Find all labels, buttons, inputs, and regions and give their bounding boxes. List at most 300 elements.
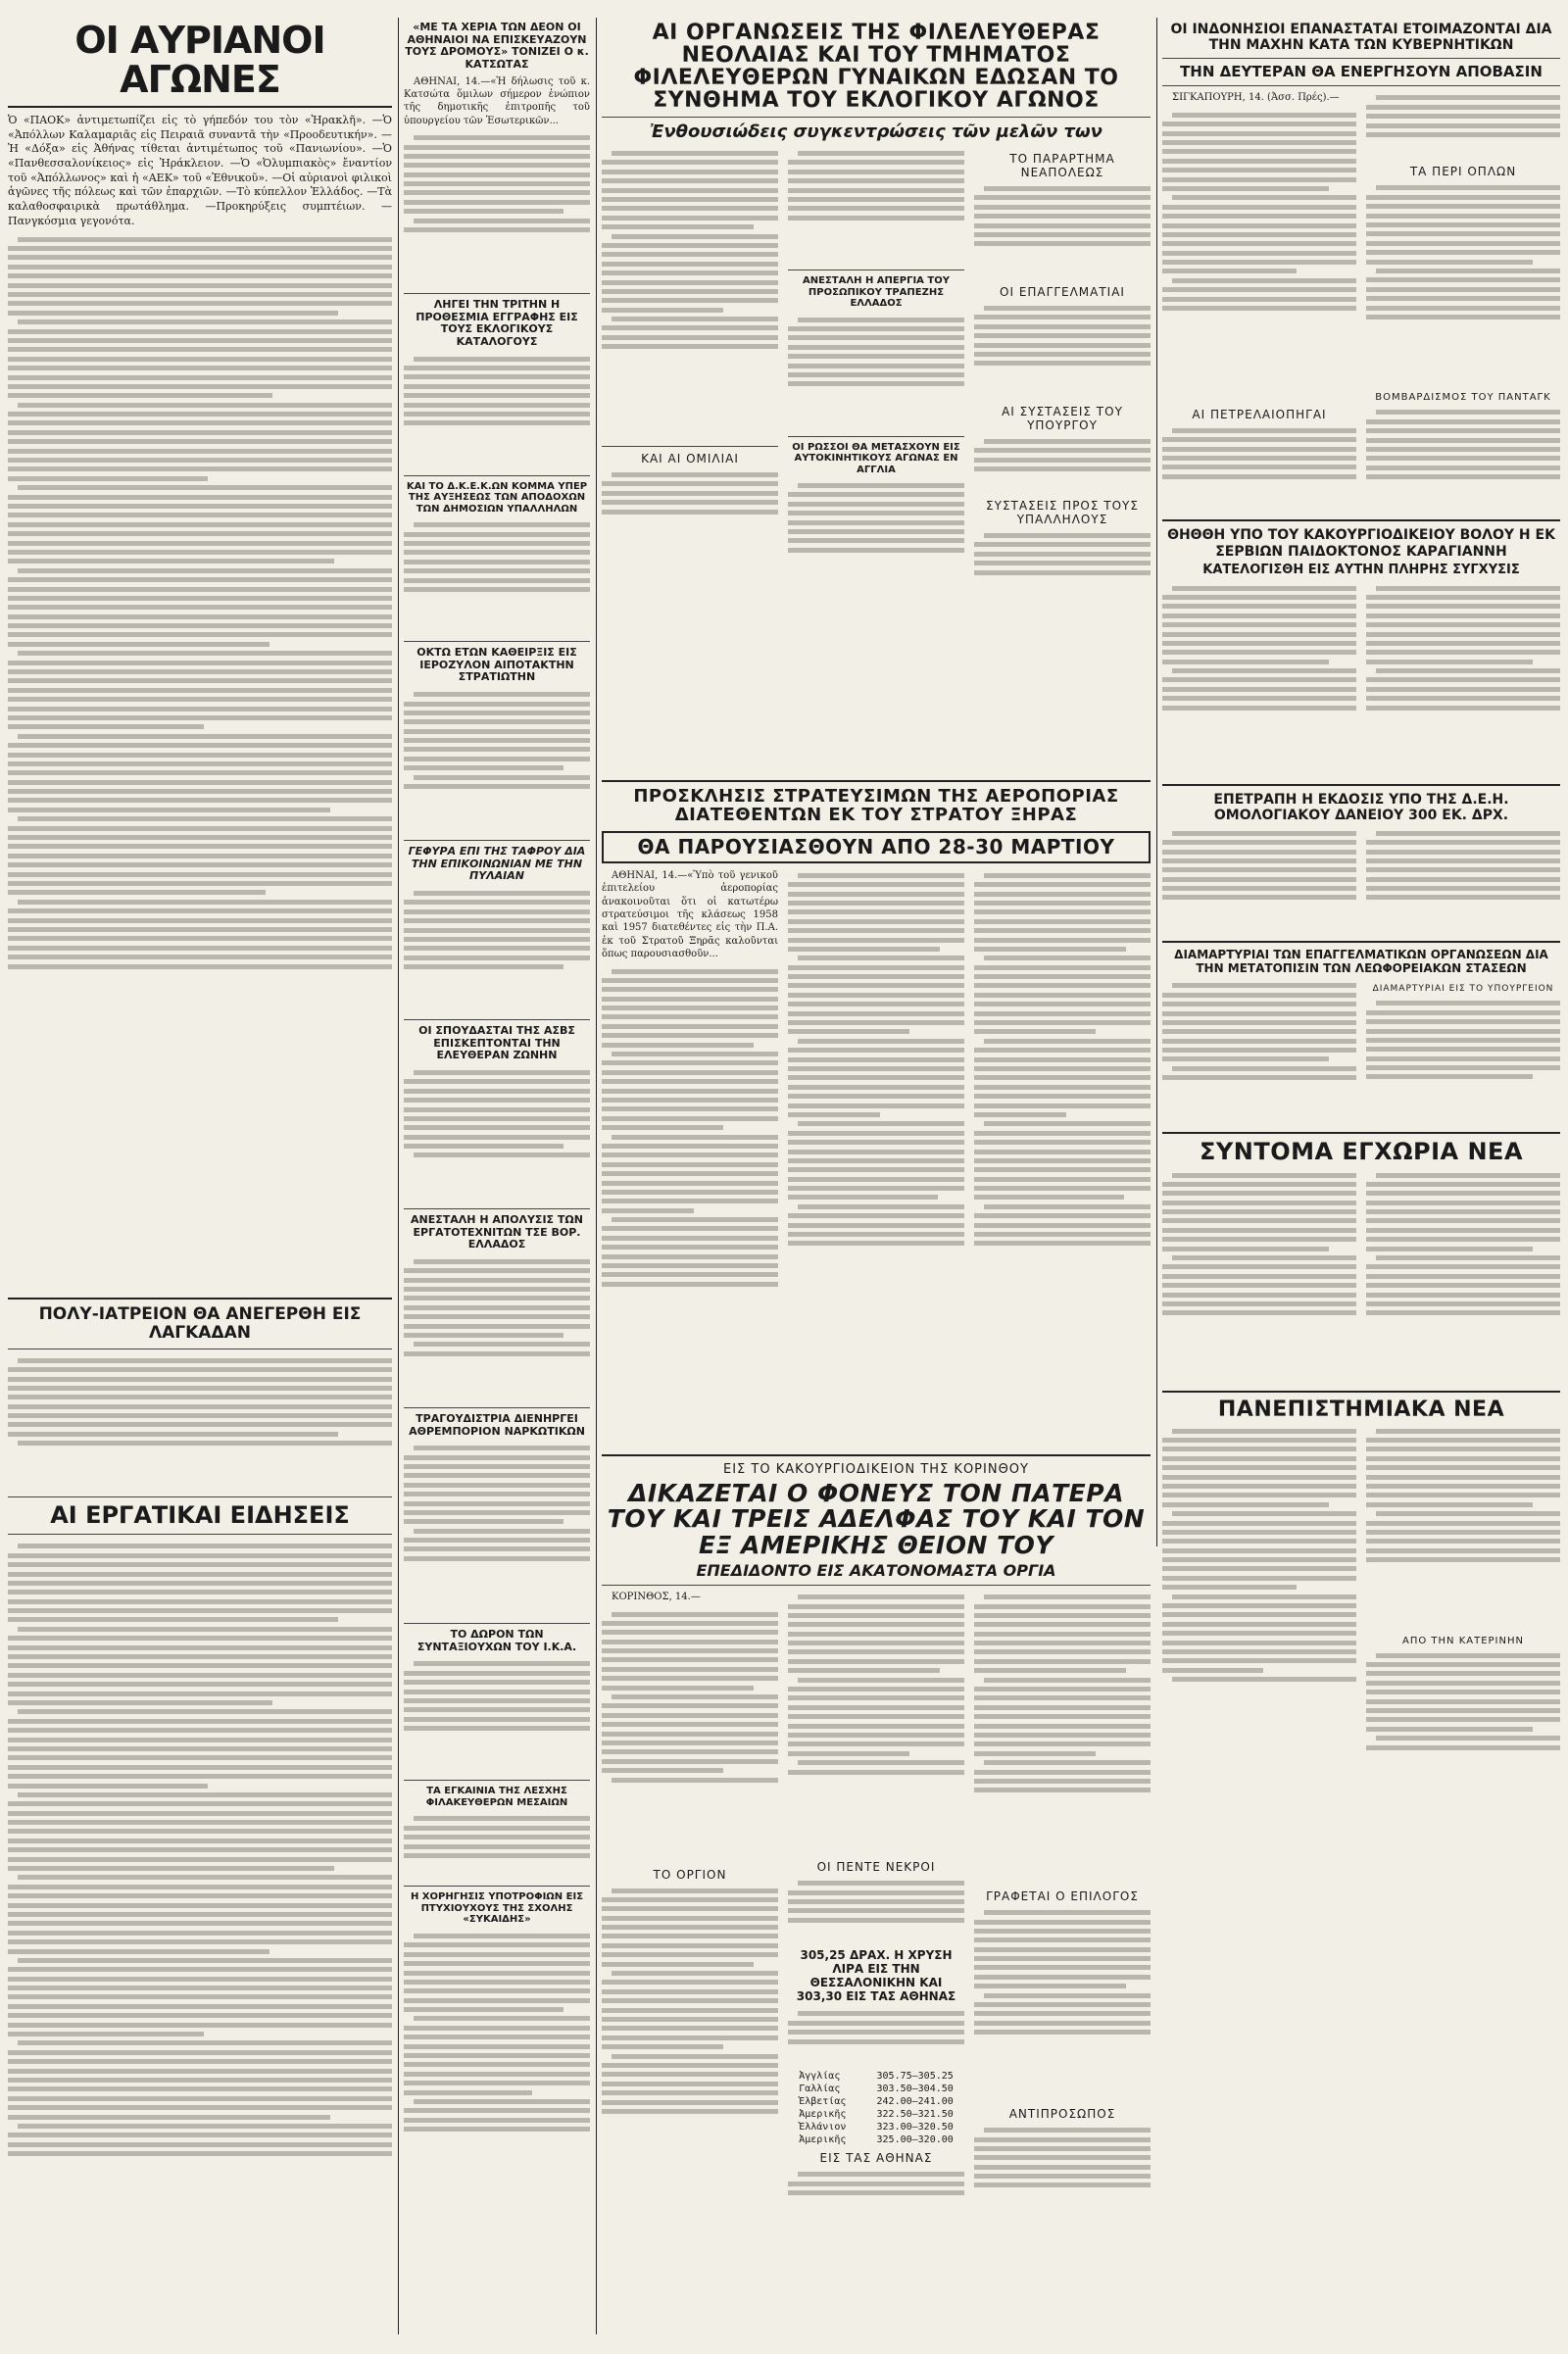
- text-line: [984, 873, 1151, 878]
- article-body: [404, 688, 590, 835]
- text-line: [1366, 1047, 1560, 1052]
- article-body: [974, 1906, 1151, 2102]
- text-line: [8, 393, 272, 398]
- text-line: [1162, 1201, 1356, 1205]
- text-line: [602, 1676, 778, 1681]
- banner-aeroporia: ΠΡΟΣΚΛΗΣΙΣ ΣΤΡΑΤΕΥΣΙΜΩΝ ΤΗΣ ΑΕΡΟΠΟΡΙΑΣ ΔΙΑΤΕΘΕΝΤΩΝ ΕΚ ΤΟΥ ΣΤΡΑΤΟΥ ΞΗΡΑΣ: [633, 786, 1119, 825]
- text-line: [798, 151, 964, 156]
- text-line: [8, 881, 392, 886]
- text-line: [974, 909, 1151, 914]
- text-line: [974, 1788, 1151, 1792]
- article-body: [1366, 91, 1560, 160]
- text-line: [8, 1839, 392, 1843]
- text-line: [8, 439, 392, 444]
- text-line: [8, 246, 392, 251]
- text-line: [602, 1079, 778, 1084]
- text-line: [984, 1204, 1151, 1209]
- text-line: [1366, 1681, 1560, 1686]
- text-line: [8, 449, 392, 454]
- text-line: [404, 2081, 590, 2085]
- text-line: [404, 2053, 590, 2058]
- text-line: [788, 1659, 964, 1664]
- text-line: [1162, 1056, 1329, 1061]
- text-line: [1366, 1548, 1560, 1553]
- text-line: [974, 1779, 1151, 1784]
- text-line: [8, 724, 204, 729]
- text-line: [8, 1572, 392, 1577]
- text-line: [602, 1098, 778, 1103]
- text-line: [1162, 140, 1356, 145]
- rule: [8, 1534, 392, 1535]
- text-line: [788, 1140, 964, 1145]
- text-line: [404, 757, 590, 761]
- text-line: [974, 1956, 1151, 1961]
- text-line: [602, 1768, 723, 1773]
- text-line: [788, 901, 964, 906]
- text-line: [8, 2096, 392, 2101]
- text-line: [8, 504, 392, 509]
- text-line: [414, 1446, 590, 1450]
- subhead-diam-ypourgeio: ΔΙΑΜΑΡΤΥΡΙΑΙ ΕΙΣ ΤΟ ΥΠΟΥΡΓΕΙΟΝ: [1372, 984, 1554, 995]
- text-line: [8, 2013, 392, 2018]
- text-line: [404, 909, 590, 914]
- gold-price-value: 323.00—320.50: [876, 2122, 954, 2133]
- article-body: [404, 518, 590, 636]
- text-line: [8, 1986, 392, 1990]
- article-body: [788, 2168, 964, 2217]
- text-line: [1376, 1255, 1560, 1260]
- text-line: [18, 2040, 392, 2045]
- text-line: [1162, 1521, 1356, 1526]
- text-line: [8, 301, 392, 306]
- text-line: [1366, 222, 1560, 227]
- text-line: [404, 1952, 590, 1957]
- text-line: [1162, 131, 1356, 136]
- text-line: [8, 1599, 392, 1604]
- text-line: [1162, 1658, 1356, 1663]
- text-line: [404, 1464, 590, 1469]
- text-line: [404, 1135, 590, 1140]
- gold-price-table: [795, 2070, 957, 2146]
- text-line: [404, 1844, 590, 1849]
- gold-price-label: Γαλλίας: [799, 2084, 841, 2095]
- text-line: [1172, 1594, 1356, 1599]
- rule: [404, 1407, 590, 1408]
- text-line: [1366, 840, 1560, 845]
- text-line: [404, 374, 590, 379]
- text-line: [602, 335, 778, 340]
- text-line: [602, 987, 778, 992]
- text-line: [788, 947, 940, 952]
- text-line: [404, 1961, 590, 1966]
- text-line: [788, 1613, 964, 1618]
- rule: [1162, 85, 1560, 86]
- text-line: [8, 946, 392, 951]
- text-line: [602, 2008, 778, 2013]
- text-line: [404, 928, 590, 933]
- text-line: [8, 1367, 392, 1372]
- text-line: [1162, 1631, 1356, 1636]
- text-line: [404, 1351, 590, 1356]
- text-line: [18, 237, 392, 242]
- article-body: [1366, 1649, 1560, 1806]
- text-line: [8, 2133, 392, 2137]
- text-line: [1366, 1056, 1560, 1061]
- text-line: [8, 466, 392, 471]
- text-line: [974, 1048, 1151, 1053]
- subhead-neapoleos: ΤΟ ΠΑΡΑΡΤΗΜΑ ΝΕΑΠΟΛΕΩΣ: [1009, 152, 1115, 180]
- text-line: [18, 651, 392, 656]
- text-line: [974, 974, 1151, 979]
- text-line: [8, 2004, 392, 2009]
- text-line: [404, 1510, 590, 1515]
- text-line: [1376, 586, 1560, 591]
- text-line: [1366, 1191, 1560, 1196]
- text-line: [1172, 1066, 1356, 1071]
- text-line: [612, 1052, 778, 1056]
- text-line: [18, 1544, 392, 1548]
- article-body: [1162, 1425, 1356, 1797]
- headline-komma: ΚΑΙ ΤΟ Δ.Κ.Ε.Κ.ΩΝ ΚΟΜΜΑ ΥΠΕΡ ΤΗΣ ΑΥΞΗΣΕΩΣ ΤΩΝ ΑΠΟΔΟΧΩΝ ΤΩΝ ΔΗΜΟΣΙΩΝ ΥΠΑΛΛΗΛΩΝ: [406, 480, 588, 515]
- text-line: [1162, 706, 1356, 711]
- text-line: [8, 1784, 208, 1789]
- text-line: [788, 160, 964, 165]
- text-line: [1172, 586, 1356, 591]
- two-col-body: [1162, 582, 1560, 778]
- text-line: [974, 1770, 1151, 1775]
- text-line: [1366, 466, 1560, 470]
- text-line: [8, 366, 392, 370]
- text-line: [8, 835, 392, 840]
- text-line: [8, 1931, 392, 1936]
- text-line: [8, 780, 392, 785]
- text-line: [1162, 613, 1356, 618]
- text-line: [8, 1636, 392, 1641]
- text-line: [602, 1897, 778, 1902]
- text-line: [788, 170, 964, 174]
- text-line: [974, 901, 1151, 906]
- text-line: [8, 1866, 334, 1871]
- rule: [1162, 58, 1560, 59]
- text-line: [414, 1259, 590, 1264]
- text-line: [984, 1594, 1151, 1599]
- text-line: [602, 1741, 778, 1745]
- text-line: [612, 1971, 778, 1976]
- text-line: [1172, 983, 1356, 988]
- text-line: [602, 1943, 778, 1948]
- rule: [1162, 519, 1560, 521]
- text-line: [8, 661, 392, 665]
- subhead-oplon: ΤΑ ΠΕΡΙ ΟΠΛΩΝ: [1409, 165, 1517, 179]
- text-line: [974, 214, 1151, 219]
- text-line: [602, 243, 778, 248]
- text-line: [1366, 1301, 1560, 1306]
- text-line: [18, 900, 392, 905]
- text-line: [788, 1770, 964, 1775]
- text-line: [1172, 831, 1356, 836]
- text-line: [602, 262, 778, 267]
- article-body: [1162, 582, 1356, 778]
- text-line: [1162, 595, 1356, 600]
- text-line: [404, 2035, 590, 2039]
- gold-price-label: Ἑλλάνιον: [799, 2122, 847, 2133]
- text-line: [404, 172, 590, 177]
- text-line: [8, 936, 392, 941]
- text-line: [1162, 214, 1356, 219]
- article-lead: ΑΘΗΝΑΙ, 14.—«Ἡ δήλωσις τοῦ κ. Κατσώτα ὅμιλων σήμερον ἐνώπιον τῆς δημοτικῆς ἐπιτροπῆς τοῦ ὑπουργείου τῶν Ἐσωτερικῶν...: [404, 75, 590, 126]
- text-line: [602, 1125, 723, 1130]
- text-line: [18, 319, 392, 324]
- text-line: [1162, 867, 1356, 872]
- text-line: [8, 420, 392, 425]
- text-line: [974, 1103, 1151, 1108]
- rule: [602, 446, 778, 447]
- text-line: [8, 2050, 392, 2055]
- text-line: [1162, 650, 1356, 655]
- text-line: [974, 1937, 1151, 1942]
- text-line: [1172, 1429, 1356, 1434]
- article-body: [974, 2124, 1151, 2222]
- text-line: [602, 2072, 778, 2077]
- headline-auriani-agones: ΟΙ ΑΥΡΙΑΝΟΙ ΑΓΩΝΕΣ: [74, 19, 325, 101]
- text-line: [798, 1204, 964, 1209]
- text-line: [1366, 1727, 1533, 1732]
- text-line: [1366, 1293, 1560, 1298]
- text-line: [404, 1501, 590, 1506]
- text-line: [1162, 260, 1356, 265]
- text-line: [8, 1581, 392, 1586]
- text-line: [404, 2044, 590, 2049]
- subhead-athinas: ΕΙΣ ΤΑΣ ΑΘΗΝΑΣ: [819, 2151, 933, 2166]
- text-line: [788, 206, 964, 211]
- text-line: [1172, 428, 1356, 433]
- subcol: [1366, 91, 1560, 514]
- text-line: [1162, 1576, 1356, 1581]
- text-line: [974, 223, 1151, 228]
- headline-polyiatreion: ΠΟΛΥ-ΙΑΤΡΕΙΟΝ ΘΑ ΑΝΕΓΕΡΘΗ ΕΙΣ ΛΑΓΚΑΔΑΝ: [38, 1303, 362, 1344]
- text-line: [404, 2072, 590, 2077]
- text-line: [1366, 287, 1560, 292]
- text-line: [8, 1921, 392, 1926]
- headline-deh: ΕΠΕΤΡΑΠΗ Η ΕΚΔΟΣΙΣ ΥΠΟ ΤΗΣ Δ.Ε.Η. ΟΜΟΛΟΓΙΑΚΟΥ ΔΑΝΕΙΟΥ 300 ΕΚ. ΔΡΧ.: [1213, 791, 1509, 823]
- article-body: [1366, 582, 1560, 778]
- text-line: [1366, 1019, 1560, 1024]
- text-line: [8, 1857, 392, 1862]
- text-line: [974, 552, 1151, 557]
- text-line: [404, 1089, 590, 1094]
- text-line: [8, 964, 392, 969]
- text-line: [414, 1661, 590, 1666]
- text-line: [974, 333, 1151, 338]
- date-box: [602, 831, 1151, 863]
- three-col-body: [602, 869, 1151, 1426]
- text-line: [1366, 677, 1560, 682]
- text-line: [602, 270, 778, 275]
- text-line: [1162, 1557, 1356, 1562]
- column-divider: [1156, 18, 1157, 1546]
- text-line: [788, 1223, 964, 1228]
- text-line: [1162, 877, 1356, 882]
- text-line: [612, 2054, 778, 2059]
- text-line: [1366, 660, 1533, 664]
- text-line: [974, 1066, 1151, 1071]
- text-line: [1162, 149, 1356, 154]
- text-line: [974, 542, 1151, 547]
- text-line: [404, 738, 590, 743]
- text-line: [1162, 1283, 1356, 1288]
- text-line: [8, 357, 392, 362]
- text-line: [404, 1305, 590, 1310]
- text-line: [612, 1217, 778, 1222]
- text-line: [404, 918, 590, 923]
- text-line: [1162, 1456, 1356, 1461]
- text-line: [974, 938, 1151, 943]
- banner-filelefthera-neolaia: ΑΙ ΟΡΓΑΝΩΣΕΙΣ ΤΗΣ ΦΙΛΕΛΕΥΘΕΡΑΣ ΝΕΟΛΑΙΑΣ ΚΑΙ ΤΟΥ ΤΜΗΜΑΤΟΣ ΦΙΛΕΛΕΥΘΕΡΩΝ ΓΥΝΑΙΚΩΝ ΕΔΩΣΑΝ ΤΟ ΣΥΝΘΗΜΑ ΤΟΥ ΕΚΛΟΓΙΚΟΥ ΑΓΩΝΟΣ: [633, 21, 1119, 114]
- text-line: [404, 145, 590, 150]
- text-line: [1366, 419, 1560, 424]
- text-line: [8, 688, 392, 693]
- text-line: [602, 1144, 778, 1149]
- text-line: [1162, 474, 1356, 479]
- text-line: [1366, 613, 1560, 618]
- text-line: [1366, 1745, 1560, 1750]
- text-line: [788, 548, 964, 553]
- text-line: [1172, 1255, 1356, 1260]
- text-line: [788, 928, 964, 933]
- article-body: [1366, 181, 1560, 387]
- text-line: [1366, 231, 1560, 236]
- text-line: [404, 1942, 590, 1947]
- article-body: [788, 1877, 964, 1945]
- text-line: [974, 232, 1151, 237]
- text-line: [602, 1934, 778, 1938]
- text-line: [1162, 1649, 1356, 1654]
- text-line: [974, 2174, 1151, 2179]
- gold-price-row: [795, 2133, 957, 2146]
- text-line: [974, 928, 1151, 933]
- text-line: [974, 1213, 1151, 1218]
- text-line: [8, 623, 392, 628]
- text-line: [1162, 850, 1356, 855]
- text-line: [602, 1060, 778, 1065]
- article-body: [974, 302, 1151, 400]
- gold-price-label: Ἑλβετίας: [799, 2096, 847, 2108]
- gold-price-row: [795, 2070, 957, 2083]
- dateline: ΚΟΡΙΝΘΟΣ, 14.—: [612, 1592, 701, 1603]
- gold-price-value: 303.50—304.50: [876, 2084, 954, 2095]
- text-line: [974, 882, 1151, 887]
- text-line: [974, 892, 1151, 897]
- text-line: [602, 1640, 778, 1644]
- text-line: [1162, 465, 1356, 469]
- text-line: [404, 1333, 564, 1338]
- text-line: [1162, 1447, 1356, 1451]
- text-line: [1162, 1502, 1329, 1507]
- text-line: [414, 1152, 590, 1157]
- subcol: [1366, 1425, 1560, 1806]
- text-line: [1162, 297, 1356, 302]
- text-line: [8, 1617, 338, 1622]
- text-line: [8, 375, 392, 380]
- text-line: [602, 170, 778, 174]
- headline-ekl-katalogoi: ΛΗΓΕΙ ΤΗΝ ΤΡΙΤΗΝ Η ΠΡΟΘΕΣΜΙΑ ΕΓΓΡΑΦΗΣ ΕΙΣ ΤΟΥΣ ΕΚΛΟΓΙΚΟΥΣ ΚΑΤΑΛΟΓΟΥΣ: [416, 298, 578, 349]
- text-line: [602, 1106, 778, 1111]
- text-line: [788, 1918, 964, 1923]
- gold-price-row: [795, 2108, 957, 2121]
- text-line: [1162, 1228, 1356, 1233]
- text-line: [788, 1649, 964, 1654]
- headline-chrysi-lira: 305,25 ΔΡΑΧ. Η ΧΡΥΣΗ ΛΙΡΑ ΕΙΣ ΤΗΝ ΘΕΣΣΑΛΟΝΙΚΗΝ ΚΑΙ 303,30 ΕΙΣ ΤΑΣ ΑΘΗΝΑΣ: [796, 1948, 956, 2003]
- text-line: [1366, 687, 1560, 692]
- text-line: [974, 1929, 1151, 1934]
- article-body: [1162, 424, 1356, 513]
- column-2: [404, 18, 590, 2334]
- text-line: [602, 1089, 778, 1094]
- text-line: [1162, 168, 1356, 172]
- text-line: [8, 1847, 392, 1852]
- text-line: [798, 1678, 964, 1683]
- text-line: [602, 1254, 778, 1259]
- text-line: [974, 2030, 1151, 2035]
- text-line: [984, 1039, 1151, 1044]
- text-line: [8, 255, 392, 260]
- text-line: [1366, 595, 1560, 600]
- text-line: [1162, 1548, 1356, 1553]
- text-line: [1172, 278, 1356, 283]
- text-line: [984, 306, 1151, 311]
- text-line: [1162, 1247, 1329, 1251]
- text-line: [602, 252, 778, 257]
- text-line: [404, 1971, 590, 1976]
- text-line: [1162, 1585, 1297, 1590]
- subhead-systaseis-ypallilous: ΣΥΣΤΑΣΕΙΣ ΠΡΟΣ ΤΟΥΣ ΥΠΑΛΛΗΛΟΥΣ: [986, 499, 1139, 527]
- headline-doron: ΤΟ ΔΩΡΟΝ ΤΩΝ ΣΥΝΤΑΞΙΟΥΧΩΝ ΤΟΥ Ι.Κ.Α.: [416, 1628, 577, 1653]
- text-line: [1162, 858, 1356, 863]
- text-line: [1366, 1438, 1560, 1443]
- text-line: [798, 318, 964, 322]
- rule: [1162, 784, 1560, 786]
- text-line: [8, 890, 266, 895]
- text-line: [414, 1529, 590, 1534]
- gold-price-row: [795, 2095, 957, 2108]
- text-line: [8, 338, 392, 343]
- article-body: [602, 147, 778, 441]
- text-line: [788, 1057, 964, 1062]
- text-line: [974, 1057, 1151, 1062]
- rule: [788, 436, 964, 437]
- text-line: [1366, 877, 1560, 882]
- text-line: [788, 1714, 964, 1719]
- text-line: [612, 1135, 778, 1140]
- text-line: [788, 1724, 964, 1729]
- text-line: [1162, 993, 1356, 998]
- text-line: [798, 1881, 964, 1886]
- lead-text: Ὁ «ΠΑΟΚ» ἀντιμετωπίζει εἰς τὸ γήπεδόν του τὸν «Ἡρακλῆ». —Ὁ «Ἀπόλλων Καλαμαριᾶς εἰς Πειραιᾶ συναντᾶ τὴν «Προοδευτικήν». —Ἡ «Δόξα» εἰς Ἀθήνας τίθεται ἀντιμέτωπος τοῦ «Πανιωνίου». —Ὁ «Πανθεσσαλονίκειος» εἰς Ἡράκλειον. —Ὁ «Ὀλυμπιακὸς» ἔναντίον τοῦ «Ἀπόλλωνος» καὶ ἡ «ΑΕΚ» τοῦ «Ἐθνικοῦ». —Οἱ αὐριανοὶ φιλικοὶ ἀγῶνες τῆς πόλεως καὶ τῶν ἐπαρχιῶν. —Τὸ κύπελλον Ἑλλάδος. —Τὰ καλαθοσφαιρικὰ πρωτάθλημα. —Προκηρύξεις συμπτέιων. —Πανγκόσμια γεγονότα.: [8, 113, 392, 227]
- text-line: [8, 614, 392, 619]
- text-line: [8, 577, 392, 582]
- text-line: [602, 1630, 778, 1635]
- text-line: [8, 1645, 392, 1650]
- text-line: [1366, 1502, 1533, 1507]
- article-body: [602, 1608, 778, 1863]
- headline-diamartyries: ΔΙΑΜΑΡΤΥΡΙΑΙ ΤΩΝ ΕΠΑΓΓΕΛΜΑΤΙΚΩΝ ΟΡΓΑΝΩΣΕΩΝ ΔΙΑ ΤΗΝ ΜΕΤΑΤΟΠΙΣΙΝ ΤΩΝ ΛΕΩΦΟΡΕΙΑΚΩΝ ΣΤΑΣΕΩΝ: [1174, 947, 1548, 975]
- text-line: [788, 1094, 964, 1099]
- two-col-body: [1162, 827, 1560, 935]
- text-line: [1366, 277, 1560, 282]
- text-line: [602, 481, 778, 486]
- text-line: [18, 1709, 392, 1714]
- text-line: [602, 1208, 694, 1213]
